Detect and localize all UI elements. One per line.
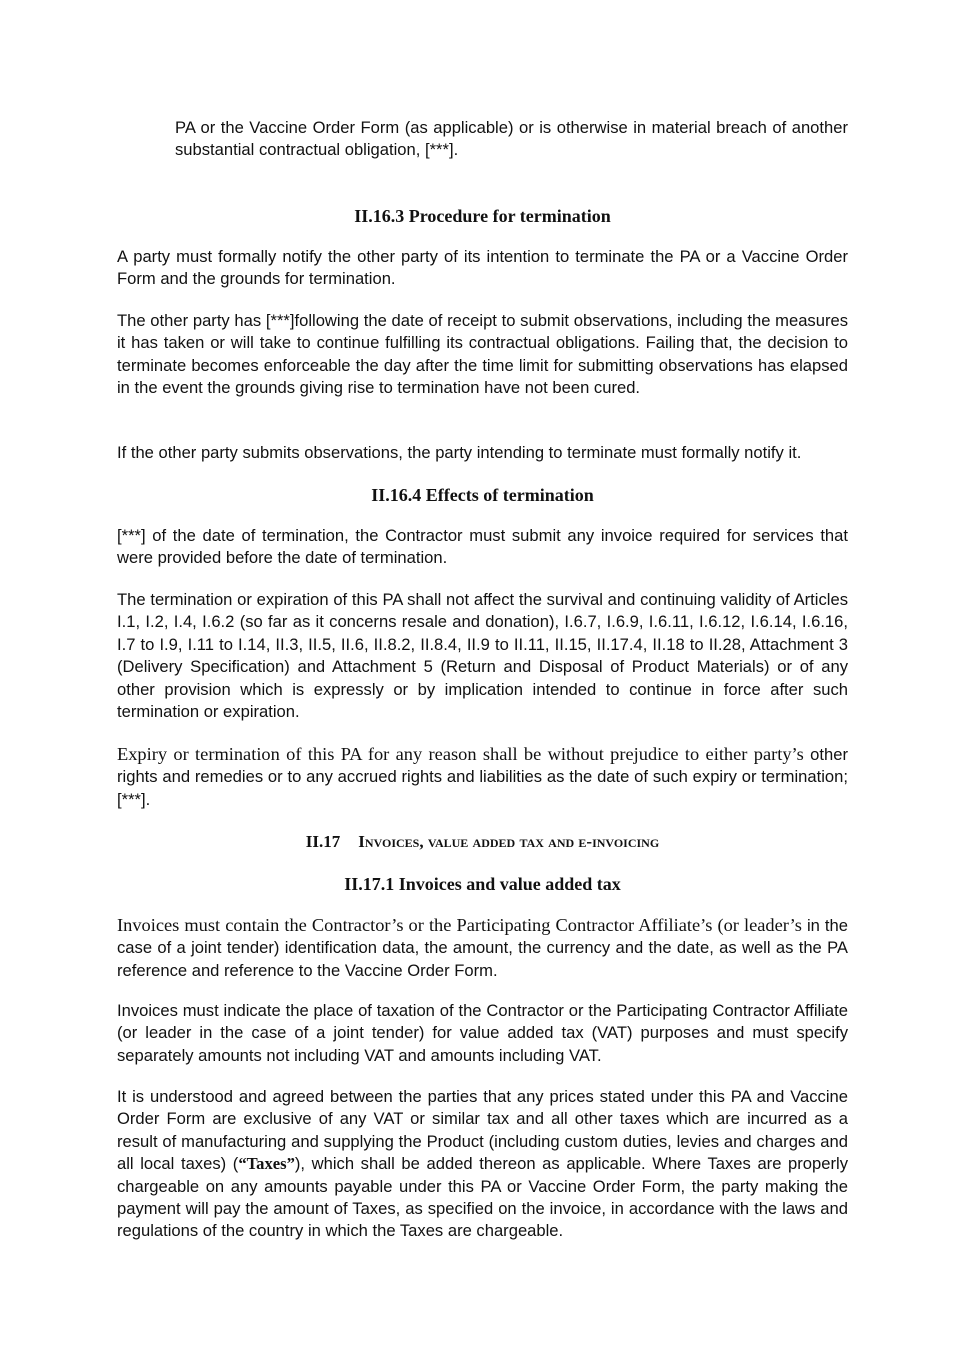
paragraph-place-of-taxation: Invoices must indicate the place of taxation of the Contractor or the Participating Contractor Affiliate (or leader in the case of a joint tender) for value added tax (VAT) purposes and must specify separately amounts not including VAT and amounts including VAT. xyxy=(117,1001,848,1065)
taxes-text-part-b: ), which shall be added thereon as applicable. Where Taxes are properly chargeable on any amounts payable under this PA or Vaccine Order Form, the party making the payment will pay the amount of Taxes, as specified on the invoice, in accordance with the laws and regulations of the country in which the Taxes are chargeable. xyxy=(117,1154,848,1241)
contain-rest-text: in the case of a joint tender) identification data, the amount, the currency and the date, as well as the PA reference and reference to the Vaccine Order Form. xyxy=(117,916,848,980)
taxes-text-part-a: It is understood and agreed between the parties that any prices stated under this PA and Vaccine Order Form are exclusive of any VAT or similar tax and all other taxes which are incurred as a result of manufacturing and supplying the Product (including custom duties, levies and charges and all local taxes) ( xyxy=(117,1087,848,1174)
paragraph-submit-invoice: [***] of the date of termination, the Contractor must submit any invoice required for services that were provided before the date of termination. xyxy=(117,526,848,568)
expiry-lead-text: Expiry or termination of this PA for any reason shall be without prejudice to either party’s xyxy=(117,744,804,764)
section-title: Invoices, value added tax and e-invoicing xyxy=(358,832,660,851)
section-number: II.17 xyxy=(305,832,341,851)
heading-procedure-for-termination: II.16.3 Procedure for termination xyxy=(354,206,611,226)
paragraph-invoice-contents xyxy=(117,914,848,982)
heading-effects-of-termination: II.16.4 Effects of termination xyxy=(371,485,594,505)
heading-section-invoices-vat-einvoicing xyxy=(117,831,848,853)
paragraph-survival-of-articles: The termination or expiration of this PA shall not affect the survival and continuing validity of Articles I.1, I.2, I.4, I.6.2 (so far as it concerns resale and donation), I.6.7, I.6.9, I.6.11, I.6.12, I.6.14, I.6.16, I.7 to I.9, I.11 to I.14, II.3, II.5, II.6, II.8.2, II.8.4, II.9 to II.11, II.15, II.17.4, II.18 to II.28, Attachment 3 (Delivery Specification) and Attachment 5 (Return and Disposal of Product Materials) or of any other provision which is expressly or by implication intended to continue in force after such termination or expiration. xyxy=(117,590,848,722)
contain-lead-text: Invoices must contain the Contractor’s or the Participating Contractor Affiliate’s (or leader’s xyxy=(117,915,802,935)
paragraph-taxes-exclusive xyxy=(117,1086,848,1243)
paragraph-submits-observations: If the other party submits observations, the party intending to terminate must formally notify it. xyxy=(117,443,802,462)
paragraph-formal-notification: A party must formally notify the other party of its intention to terminate the PA or a Vaccine Order Form and the grounds for termination. xyxy=(117,247,848,289)
expiry-rest-text: other rights and remedies or to any accrued rights and liabilities as the date of such expiry or termination; [***]. xyxy=(117,745,848,809)
paragraph-observations: The other party has [***]following the date of receipt to submit observations, including the measures it has taken or will take to continue fulfilling its contractual obligations. Failing that, the decision to terminate becomes enforceable the day after the time limit for submitting observations has elapsed in the event the grounds giving rise to termination have not been cured. xyxy=(117,311,848,398)
heading-invoices-and-vat: II.17.1 Invoices and value added tax xyxy=(344,874,621,894)
paragraph-continuation: PA or the Vaccine Order Form (as applicable) or is otherwise in material breach of another substantial contractual obligation, [***]. xyxy=(175,118,848,160)
paragraph-expiry-without-prejudice xyxy=(117,743,848,811)
taxes-defined-term: “Taxes” xyxy=(238,1154,295,1174)
